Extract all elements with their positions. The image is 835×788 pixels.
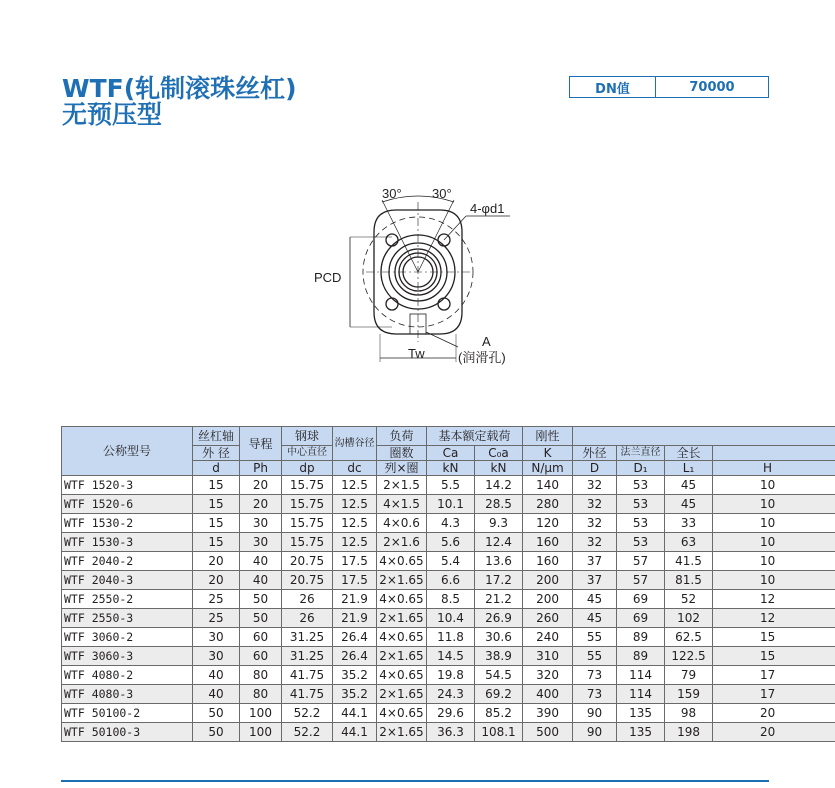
value-cell: 10 [713,533,835,552]
value-cell: 24.3 [427,685,475,704]
header-shaft-od-2: 外 径 [193,446,240,461]
value-cell: 26 [282,609,333,628]
value-cell: 40 [240,552,282,571]
value-cell: 55 [573,647,617,666]
model-cell: WTF 2550-3 [62,609,193,628]
value-cell: 53 [617,533,665,552]
value-cell: 9.3 [475,514,523,533]
value-cell: 17 [713,685,835,704]
value-cell: 45 [573,590,617,609]
value-cell: 13.6 [475,552,523,571]
value-cell: 36.3 [427,723,475,742]
value-cell: 122.5 [665,647,713,666]
value-cell: 10 [713,571,835,590]
value-cell: 54.5 [475,666,523,685]
value-cell: 50 [193,723,240,742]
value-cell: 25 [193,609,240,628]
model-cell: WTF 2550-2 [62,590,193,609]
value-cell: 12 [713,590,835,609]
bottom-rule [61,780,769,782]
model-cell: WTF 2040-3 [62,571,193,590]
model-cell: WTF 4080-2 [62,666,193,685]
table-row [62,628,835,647]
value-cell: 20 [193,552,240,571]
value-cell: 17.2 [475,571,523,590]
value-cell: 80 [240,666,282,685]
value-cell: 5.5 [427,476,475,495]
value-cell: 45 [665,495,713,514]
value-cell: 114 [617,685,665,704]
value-cell: 53 [617,495,665,514]
value-cell: 40 [240,571,282,590]
table-row [62,609,835,628]
value-cell: 35.2 [333,666,377,685]
value-cell: 20 [193,571,240,590]
value-cell: 37 [573,552,617,571]
table-row [62,704,835,723]
value-cell: 15 [713,628,835,647]
value-cell: 44.1 [333,704,377,723]
value-cell: 2×1.65 [377,609,427,628]
table-row [62,590,835,609]
value-cell: 79 [665,666,713,685]
header-ca: Ca [427,446,475,461]
value-cell: 4×0.65 [377,552,427,571]
value-cell: 32 [573,533,617,552]
value-cell: 35.2 [333,685,377,704]
value-cell: 89 [617,647,665,666]
value-cell: 73 [573,666,617,685]
header-coa: C₀a [475,446,523,461]
value-cell: 310 [523,647,573,666]
value-cell: 30 [193,628,240,647]
value-cell: 98 [665,704,713,723]
value-cell: 20 [713,723,835,742]
value-cell: 5.6 [427,533,475,552]
header-sub-d: d [193,461,240,476]
value-cell: 6.6 [427,571,475,590]
value-cell: 40 [193,666,240,685]
model-cell: WTF 1520-6 [62,495,193,514]
value-cell: 135 [617,723,665,742]
header-flange: 法兰直径 [617,446,665,461]
angle-label-right: 30° [432,186,452,201]
value-cell: 26 [282,590,333,609]
holes-label: 4-φd1 [470,201,505,216]
dn-label: DN值 [570,77,656,97]
table-row [62,533,835,552]
value-cell: 63 [665,533,713,552]
value-cell: 30 [193,647,240,666]
table-row [62,476,835,495]
value-cell: 135 [617,704,665,723]
value-cell: 26.4 [333,647,377,666]
value-cell: 12.5 [333,514,377,533]
value-cell: 53 [617,476,665,495]
model-cell: WTF 1530-3 [62,533,193,552]
value-cell: 15 [193,476,240,495]
value-cell: 17 [713,666,835,685]
model-cell: WTF 4080-3 [62,685,193,704]
header-sub-ph: Ph [240,461,282,476]
value-cell: 85.2 [475,704,523,723]
value-cell: 15.75 [282,495,333,514]
table-body [62,476,835,742]
value-cell: 2×1.5 [377,476,427,495]
value-cell: 90 [573,723,617,742]
value-cell: 4.3 [427,514,475,533]
value-cell: 2×1.65 [377,647,427,666]
header-groove: 沟槽谷径 [333,427,377,461]
value-cell: 32 [573,514,617,533]
value-cell: 69 [617,609,665,628]
value-cell: 33 [665,514,713,533]
value-cell: 4×0.65 [377,666,427,685]
value-cell: 4×0.65 [377,590,427,609]
value-cell: 114 [617,666,665,685]
table-header [62,427,835,476]
value-cell: 198 [665,723,713,742]
header-od: 外径 [573,446,617,461]
value-cell: 15.75 [282,476,333,495]
dn-value-box [569,76,769,98]
value-cell: 73 [573,685,617,704]
value-cell: 60 [240,647,282,666]
value-cell: 240 [523,628,573,647]
table-row [62,666,835,685]
value-cell: 21.9 [333,609,377,628]
value-cell: 390 [523,704,573,723]
value-cell: 140 [523,476,573,495]
value-cell: 30 [240,533,282,552]
table-row [62,514,835,533]
value-cell: 81.5 [665,571,713,590]
page-title [62,76,297,128]
value-cell: 60 [240,628,282,647]
value-cell: 12.5 [333,476,377,495]
table-row [62,685,835,704]
value-cell: 14.2 [475,476,523,495]
value-cell: 20.75 [282,552,333,571]
value-cell: 8.5 [427,590,475,609]
header-sub-H: H [713,461,835,476]
pcd-label: PCD [314,270,342,285]
value-cell: 160 [523,552,573,571]
value-cell: 41.5 [665,552,713,571]
value-cell: 20.75 [282,571,333,590]
value-cell: 15.75 [282,514,333,533]
value-cell: 26.4 [333,628,377,647]
value-cell: 30 [240,514,282,533]
value-cell: 10 [713,495,835,514]
value-cell: 2×1.6 [377,533,427,552]
value-cell: 10.1 [427,495,475,514]
value-cell: 15 [193,495,240,514]
value-cell: 10.4 [427,609,475,628]
title-line-1: WTF(轧制滚珠丝杠) [62,74,297,103]
header-load-1: 负荷 [377,427,427,446]
header-length: 全长 [665,446,713,461]
value-cell: 320 [523,666,573,685]
value-cell: 37 [573,571,617,590]
value-cell: 200 [523,571,573,590]
value-cell: 90 [573,704,617,723]
value-cell: 21.2 [475,590,523,609]
value-cell: 19.8 [427,666,475,685]
value-cell: 12 [713,609,835,628]
value-cell: 4×1.5 [377,495,427,514]
oil-hole-label: (润滑孔) [458,350,506,365]
header-ca-unit: kN [427,461,475,476]
value-cell: 25 [193,590,240,609]
value-cell: 108.1 [475,723,523,742]
value-cell: 14.5 [427,647,475,666]
header-sub-dp: dp [282,461,333,476]
value-cell: 280 [523,495,573,514]
value-cell: 26.9 [475,609,523,628]
table-row [62,495,835,514]
value-cell: 30.6 [475,628,523,647]
value-cell: 4×0.6 [377,514,427,533]
header-lead: 导程 [240,427,282,461]
value-cell: 2×1.65 [377,571,427,590]
header-rated: 基本额定载荷 [427,427,523,446]
table-row [62,552,835,571]
model-cell: WTF 50100-2 [62,704,193,723]
value-cell: 500 [523,723,573,742]
value-cell: 120 [523,514,573,533]
value-cell: 21.9 [333,590,377,609]
value-cell: 69.2 [475,685,523,704]
value-cell: 52 [665,590,713,609]
model-cell: WTF 3060-2 [62,628,193,647]
header-sub-dc: dc [333,461,377,476]
value-cell: 17.5 [333,571,377,590]
value-cell: 400 [523,685,573,704]
a-label: A [482,334,491,349]
value-cell: 159 [665,685,713,704]
table-row [62,723,835,742]
value-cell: 44.1 [333,723,377,742]
value-cell: 28.5 [475,495,523,514]
value-cell: 12.5 [333,533,377,552]
header-sub-turns: 列×圈 [377,461,427,476]
value-cell: 12.4 [475,533,523,552]
value-cell: 20 [713,704,835,723]
value-cell: 41.75 [282,685,333,704]
value-cell: 10 [713,514,835,533]
value-cell: 89 [617,628,665,647]
value-cell: 29.6 [427,704,475,723]
value-cell: 15.75 [282,533,333,552]
value-cell: 55 [573,628,617,647]
value-cell: 52.2 [282,704,333,723]
header-sub-D1: D₁ [617,461,665,476]
tw-label: Tw [408,346,425,361]
value-cell: 100 [240,704,282,723]
header-shaft-od-1: 丝杠轴 [193,427,240,446]
value-cell: 80 [240,685,282,704]
value-cell: 4×0.65 [377,628,427,647]
value-cell: 31.25 [282,628,333,647]
value-cell: 100 [240,723,282,742]
value-cell: 200 [523,590,573,609]
value-cell: 45 [573,609,617,628]
table-row [62,571,835,590]
model-cell: WTF 2040-2 [62,552,193,571]
value-cell: 102 [665,609,713,628]
table-row [62,647,835,666]
value-cell: 32 [573,495,617,514]
value-cell: 2×1.65 [377,723,427,742]
dn-value: 70000 [689,79,735,95]
value-cell: 50 [240,590,282,609]
value-cell: 52.2 [282,723,333,742]
value-cell: 62.5 [665,628,713,647]
value-cell: 12.5 [333,495,377,514]
value-cell: 38.9 [475,647,523,666]
header-rigidity: 刚性 [523,427,573,446]
value-cell: 15 [193,533,240,552]
value-cell: 40 [193,685,240,704]
value-cell: 10 [713,476,835,495]
value-cell: 5.4 [427,552,475,571]
value-cell: 45 [665,476,713,495]
header-ball-1: 钢球 [282,427,333,446]
value-cell: 69 [617,590,665,609]
value-cell: 57 [617,552,665,571]
value-cell: 32 [573,476,617,495]
value-cell: 50 [193,704,240,723]
value-cell: 17.5 [333,552,377,571]
value-cell: 4×0.65 [377,704,427,723]
value-cell: 20 [240,495,282,514]
header-k-unit: N/μm [523,461,573,476]
value-cell: 11.8 [427,628,475,647]
model-cell: WTF 1530-2 [62,514,193,533]
value-cell: 15 [713,647,835,666]
header-sub-L1: L₁ [665,461,713,476]
spec-table [61,426,835,742]
model-cell: WTF 3060-3 [62,647,193,666]
model-cell: WTF 50100-3 [62,723,193,742]
header-model: 公称型号 [62,427,193,476]
header-load-2: 圈数 [377,446,427,461]
value-cell: 10 [713,552,835,571]
value-cell: 41.75 [282,666,333,685]
title-line-2: 无预压型 [62,100,163,129]
header-coa-unit: kN [475,461,523,476]
value-cell: 50 [240,609,282,628]
header-sub-D: D [573,461,617,476]
flange-drawing [310,182,540,372]
value-cell: 20 [240,476,282,495]
model-cell: WTF 1520-3 [62,476,193,495]
header-k: K [523,446,573,461]
value-cell: 2×1.65 [377,685,427,704]
header-h-blank [713,446,835,461]
value-cell: 160 [523,533,573,552]
value-cell: 31.25 [282,647,333,666]
angle-label-left: 30° [382,186,402,201]
header-blank [573,427,835,446]
value-cell: 53 [617,514,665,533]
value-cell: 57 [617,571,665,590]
header-ball-2: 中心直径 [282,446,333,461]
value-cell: 260 [523,609,573,628]
value-cell: 15 [193,514,240,533]
